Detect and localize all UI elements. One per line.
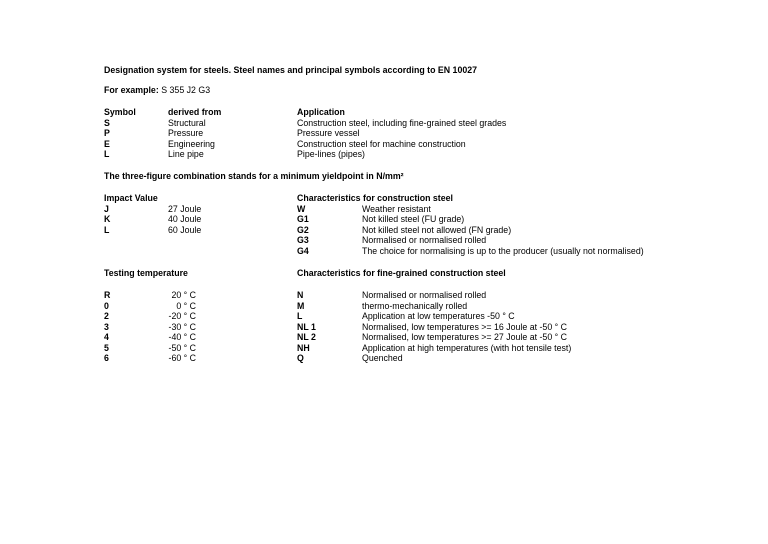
fine-grained-code: N <box>297 290 304 300</box>
testing-code: R <box>104 290 111 300</box>
fine-grained-code: NL 1 <box>297 321 316 332</box>
testing-code: 2 <box>104 311 109 321</box>
symbol-application: Pipe-lines (pipes) <box>297 149 365 159</box>
three-figure-note: The three-figure combination stands for a minimum yieldpoint in N/mm² <box>104 171 404 181</box>
testing-row <box>0 290 768 301</box>
fine-grained-desc: Application at high temperatures (with hot tensile test) <box>362 342 572 353</box>
impact-value: 40 Joule <box>168 214 202 224</box>
impact-header-row <box>0 193 768 204</box>
example-label: For example: <box>104 85 159 95</box>
symbol-row <box>0 128 768 139</box>
construction-desc: Normalised or normalised rolled <box>362 235 487 245</box>
symbol-row <box>0 139 768 150</box>
construction-desc: Not killed steel not allowed (FN grade) <box>362 224 512 235</box>
symbols-header-row <box>0 107 768 118</box>
construction-header: Characteristics for construction steel <box>297 193 453 203</box>
derived-header: derived from <box>168 107 222 117</box>
testing-header: Testing temperature <box>104 268 188 278</box>
fine-grained-code: M <box>297 300 305 311</box>
testing-row <box>0 301 768 312</box>
symbol-code: E <box>104 138 110 149</box>
fine-grained-desc: Quenched <box>362 353 403 363</box>
testing-value: -40 ° C <box>168 332 196 342</box>
construction-code: G2 <box>297 224 309 235</box>
testing-value: -50 ° C <box>168 342 196 353</box>
fine-grained-header: Characteristics for fine-grained construction steel <box>297 268 506 278</box>
symbol-application: Construction steel, including fine-grained steel grades <box>297 117 507 128</box>
symbol-code: S <box>104 117 110 128</box>
symbol-application: Pressure vessel <box>297 128 360 138</box>
fine-grained-desc: thermo-mechanically rolled <box>362 300 468 311</box>
symbol-header: Symbol <box>104 107 136 117</box>
testing-header-row <box>0 268 768 279</box>
construction-code: W <box>297 203 306 214</box>
construction-code: G4 <box>297 245 309 256</box>
testing-row <box>0 311 768 322</box>
impact-row <box>0 214 768 225</box>
construction-row <box>0 246 768 257</box>
testing-row <box>0 322 768 333</box>
application-header: Application <box>297 107 345 117</box>
symbol-derived: Structural <box>168 117 206 128</box>
testing-value: -60 ° C <box>168 353 196 363</box>
testing-value: 20 ° C <box>171 290 196 300</box>
symbol-derived: Pressure <box>168 128 204 138</box>
impact-value: 60 Joule <box>168 224 202 235</box>
construction-desc: Weather resistant <box>362 203 431 214</box>
testing-row <box>0 332 768 343</box>
construction-row <box>0 235 768 246</box>
fine-grained-desc: Application at low temperatures -50 ° C <box>362 311 515 321</box>
testing-code: 5 <box>104 342 109 353</box>
symbol-derived: Line pipe <box>168 149 204 159</box>
example-value: S 355 J2 G3 <box>161 85 211 95</box>
impact-value: 27 Joule <box>168 203 202 214</box>
testing-code: 3 <box>104 321 109 332</box>
example-line <box>104 85 210 95</box>
testing-row <box>0 343 768 354</box>
testing-code: 0 <box>104 300 109 311</box>
construction-desc: Not killed steel (FU grade) <box>362 214 465 224</box>
impact-row <box>0 204 768 215</box>
fine-grained-desc: Normalised, low temperatures >= 16 Joule at -50 ° C <box>362 321 567 332</box>
testing-value: 0 ° C <box>176 300 196 311</box>
impact-code: L <box>104 224 110 235</box>
fine-grained-code: Q <box>297 353 304 363</box>
impact-row <box>0 225 768 236</box>
testing-code: 4 <box>104 332 109 342</box>
document-title: Designation system for steels. Steel names and principal symbols according to EN 10027 <box>104 65 478 75</box>
fine-grained-desc: Normalised or normalised rolled <box>362 290 487 300</box>
symbol-code: P <box>104 128 110 138</box>
fine-grained-code: NL 2 <box>297 332 316 342</box>
impact-code: K <box>104 214 111 224</box>
symbol-code: L <box>104 149 110 159</box>
testing-value: -30 ° C <box>168 321 196 332</box>
symbol-derived: Engineering <box>168 138 215 149</box>
testing-value: -20 ° C <box>168 311 196 321</box>
fine-grained-code: L <box>297 311 303 321</box>
testing-row <box>0 353 768 364</box>
impact-header: Impact Value <box>104 193 158 203</box>
symbol-row <box>0 118 768 129</box>
construction-code: G3 <box>297 235 309 245</box>
testing-code: 6 <box>104 353 109 363</box>
construction-code: G1 <box>297 214 309 224</box>
fine-grained-desc: Normalised, low temperatures >= 27 Joule at -50 ° C <box>362 332 567 342</box>
symbol-row <box>0 149 768 160</box>
symbol-application: Construction steel for machine construction <box>297 138 466 149</box>
fine-grained-code: NH <box>297 342 310 353</box>
construction-desc: The choice for normalising is up to the producer (usually not normalised) <box>362 245 644 256</box>
impact-code: J <box>104 203 109 214</box>
